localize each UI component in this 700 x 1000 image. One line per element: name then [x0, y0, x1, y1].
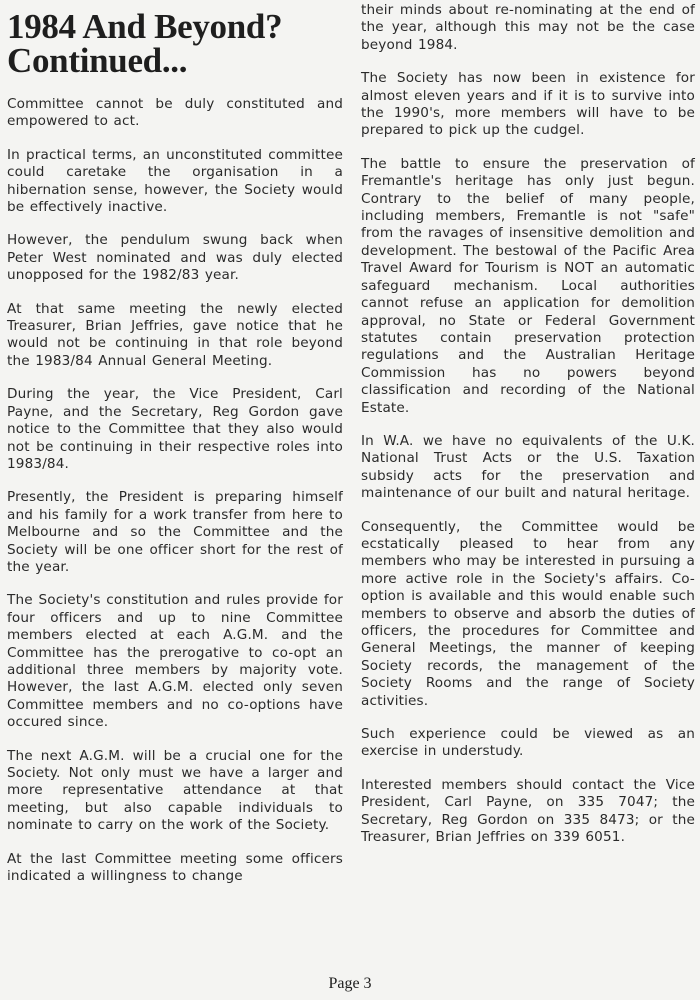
paragraph: At that same meeting the newly elected Treasurer, Brian Jeffries, gave notice that he would not be continuing in that role beyond the 1983/84 Annual General Meeting. [7, 300, 343, 369]
paragraph: The Society's constitution and rules provide for four officers and up to nine Committee members elected at each A.G.M. and the Committee has the prerogative to co-opt an additional three members by majority vote. However, the last A.G.M. elected only seven Committee members and no co-options have occured since. [7, 592, 343, 731]
title-line-2: Continued... [7, 41, 188, 80]
paragraph: Such experience could be viewed as an exercise in understudy. [361, 726, 695, 760]
paragraph: their minds about re-nominating at the end of the year, although this may not be the case beyond 1984. [361, 2, 695, 53]
paragraph: However, the pendulum swung back when Peter West nominated and was duly elected unopposed for the 1982/83 year. [7, 232, 343, 284]
paragraph: The next A.G.M. will be a crucial one for the Society. Not only must we have a larger and more representative attendance at that meeting, but also capable individuals to nominate to carry on the work of the Society. [7, 747, 343, 834]
paragraph: Presently, the President is preparing himself and his family for a work transfer from here to Melbourne and so the Committee and the Society will be one officer short for the rest of the year. [7, 489, 343, 575]
paragraph: Committee cannot be duly constituted and empowered to act. [7, 96, 343, 130]
paragraph: At the last Committee meeting some officers indicated a willingness to change [7, 850, 343, 885]
paragraph: The Society has now been in existence for almost eleven years and if it is to survive into the 1990's, more members will have to be prepared to pick up the cudgel. [361, 70, 695, 139]
paragraph: In practical terms, an unconstituted committee could caretake the organisation in a hibernation sense, however, the Society would be effectively inactive. [7, 146, 343, 216]
paragraph: Consequently, the Committee would be ecstatically pleased to hear from any members who may be interested in pursuing a more active role in the Society's affairs. Co-option is available and this would enable such members to observe and absorb the duties of officers, the procedures for Committee and General Meetings, the manner of keeping Society records, the management of the Society Rooms and the range of Society activities. [361, 518, 695, 709]
paragraph: The battle to ensure the preservation of Fremantle's heritage has only just begun. Contrary to the belief of many people, including members, Fremantle is not "safe" from the ravages of insensitive demolition and development. The bestowal of the Pacific Area Travel Award for Tourism is NOT an automatic safeguard mechanism. Local authorities cannot refuse an application for demolition approval, no State or Federal Government statutes contain preservation protection regulations and the Australian Heritage Commission has no powers beyond classification and recording of the National Estate. [361, 155, 695, 416]
left-column [7, 0, 343, 901]
title-line-1: 1984 And Beyond? [7, 7, 283, 46]
paragraph: Interested members should contact the Vice President, Carl Payne, on 335 7047; the Secretary, Reg Gordon on 335 8473; or the Treasurer, Brian Jeffries on 339 6051. [361, 776, 695, 846]
right-column [361, 0, 695, 862]
paragraph: In W.A. we have no equivalents of the U.K. National Trust Acts or the U.S. Taxation subsidy acts for the preservation and maintenance of our built and natural heritage. [361, 432, 695, 502]
page-number: Page 3 [328, 975, 372, 992]
article-title [7, 7, 343, 80]
paragraph: During the year, the Vice President, Carl Payne, and the Secretary, Reg Gordon gave notice to the Committee that they also would not be continuing in their respective roles into 1983/84. [7, 386, 343, 472]
